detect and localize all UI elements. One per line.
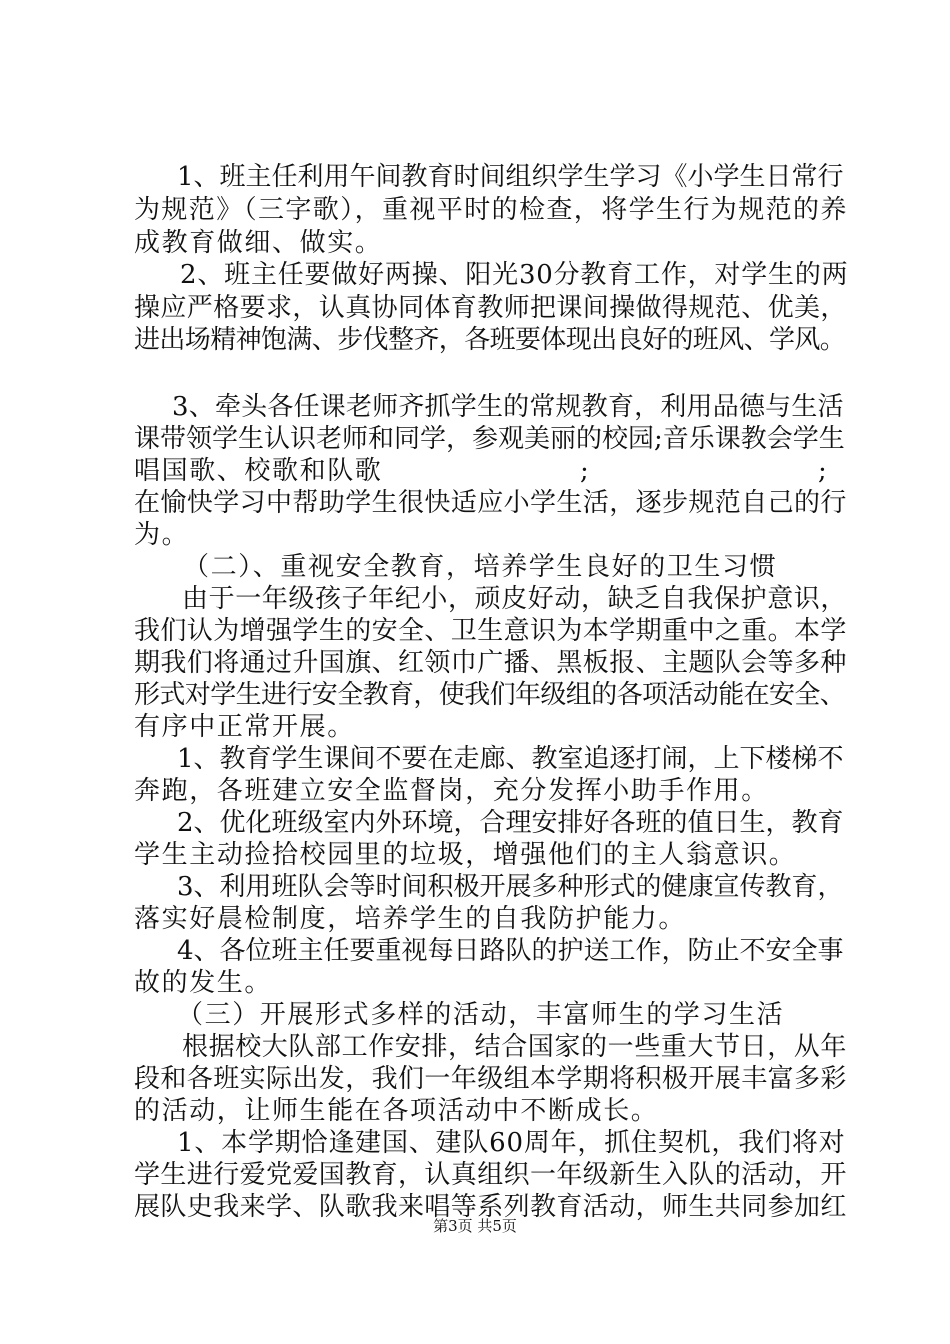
section-heading: （三）开展形式多样的活动，丰富师生的学习生活 [177,1000,785,1030]
text-line: 1、本学期恰逢建国、建队60周年，抓住契机，我们将对 [177,1128,846,1158]
text-line: 故的发生。 [134,968,273,998]
text-line: 形式对学生进行安全教育，使我们年级组的各项活动能在安全、 [134,680,846,710]
text-line: 在愉快学习中帮助学生很快适应小学生活，逐步规范自己的行 [134,488,847,518]
text-line: 学生进行爱党爱国教育，认真组织一年级新生入队的活动，开 [134,1160,847,1190]
text-line: 的活动，让师生能在各项活动中不断成长。 [134,1096,659,1126]
text-line: 根据校大队部工作安排，结合国家的一些重大节日，从年 [182,1032,848,1062]
text-line: 唱国歌、校歌和队歌 [134,456,383,486]
text-line: 2、优化班级室内外环境，合理安排好各班的值日生，教育 [177,808,844,838]
text-line: 为规范》（三字歌），重视平时的检查，将学生行为规范的养 [134,195,848,225]
text-line: 进出场精神饱满、步伐整齐，各班要体现出良好的班风、学风。 [134,325,846,355]
text-line: 2、班主任要做好两操、阳光30分教育工作，对学生的两 [180,260,849,290]
page-number-footer: 第3页 共5页 [433,1217,517,1235]
text-line: 期我们将通过升国旗、红领巾广播、黑板报、主题队会等多种 [134,648,847,678]
text-line: 展队史我来学、队歌我来唱等系列教育活动，师生共同参加红 [134,1192,847,1222]
text-line: ; [818,456,829,486]
text-line: 操应严格要求，认真协同体育教师把课间操做得规范、优美， [134,293,847,323]
text-line: 由于一年级孩子年纪小，顽皮好动，缺乏自我保护意识， [182,584,848,614]
text-line: 落实好晨检制度，培养学生的自我防护能力。 [134,904,687,934]
text-line: 学生主动捡拾校园里的垃圾，增强他们的主人翁意识。 [134,840,797,870]
text-line: ; [580,456,591,486]
text-line: 为。 [134,520,190,550]
text-line: 3、利用班队会等时间积极开展多种形式的健康宣传教育， [177,872,844,902]
text-line: 4、各位班主任要重视每日路队的护送工作，防止不安全事 [177,936,844,966]
section-heading: （二）、重视安全教育，培养学生良好的卫生习惯 [183,552,778,582]
text-line: 课带领学生认识老师和同学，参观美丽的校园;音乐课教会学生 [134,424,845,454]
text-line: 段和各班实际出发，我们一年级组本学期将积极开展丰富多彩 [134,1064,847,1094]
text-line: 成教育做细、做实。 [134,228,383,258]
text-line: 我们认为增强学生的安全、卫生意识为本学期重中之重。本学 [134,616,847,646]
text-line: 有序中正常开展。 [134,712,355,742]
text-line: 1、教育学生课间不要在走廊、教室追逐打闹，上下楼梯不 [177,744,844,774]
text-line: 3、牵头各任课老师齐抓学生的常规教育，利用品德与生活 [172,392,844,422]
text-line: 1、班主任利用午间教育时间组织学生学习《小学生日常行 [177,162,844,192]
text-line: 奔跑，各班建立安全监督岗，充分发挥小助手作用。 [134,776,769,806]
